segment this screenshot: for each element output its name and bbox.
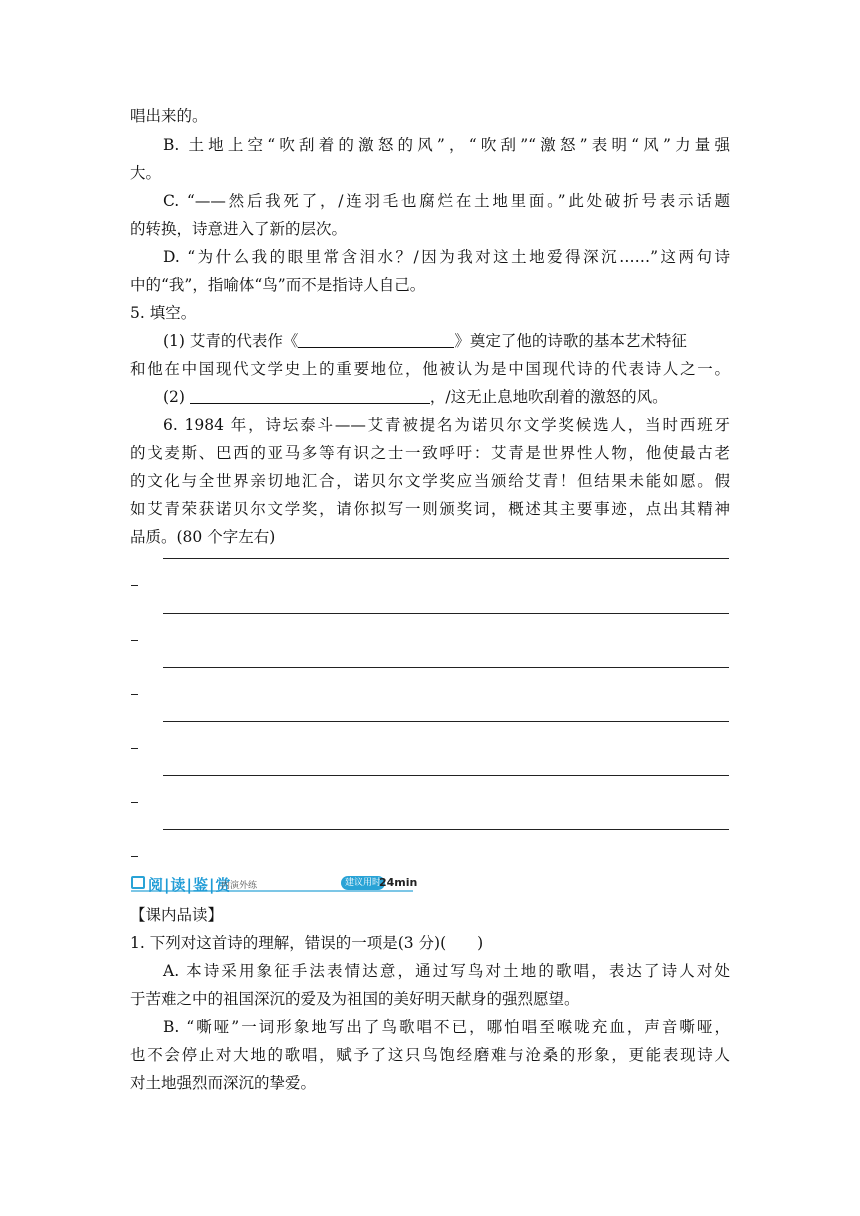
answer-line-4[interactable]	[163, 721, 729, 722]
answer-line-4-dash	[131, 748, 138, 749]
q4-option-d-line2: 中的“我”，指喻体“鸟”而不是指诗人自己。	[130, 276, 426, 294]
reading-q1-b-line1: B. “嘶哑”一词形象地写出了鸟歌唱不已，哪怕唱至喉咙充血，声音嘶哑，	[163, 1018, 730, 1036]
banner-subtitle: 内演外练	[221, 881, 258, 891]
q5-item2-prefix: (2)	[163, 388, 185, 406]
answer-line-2[interactable]	[163, 613, 729, 614]
q6-line5: 品质。(80 个字左右)	[130, 528, 276, 546]
q4-option-b-line1: B. 土地上空“吹刮着的激怒的风”，“吹刮”“激怒”表明“风”力量强	[163, 136, 730, 154]
answer-line-2-dash	[131, 640, 138, 641]
q5-item1-blank[interactable]	[298, 331, 454, 348]
q5-item1-prefix: (1) 艾青的代表作《	[163, 332, 299, 350]
suggested-time-badge: 建议用时	[341, 876, 385, 890]
q5-heading: 5. 填空。	[130, 304, 197, 322]
reading-q1-a-line1: A. 本诗采用象征手法表情达意，通过写鸟对土地的歌唱，表达了诗人对处	[163, 962, 730, 980]
book-icon	[131, 876, 145, 889]
answer-line-5-dash	[131, 802, 138, 803]
q6-line2: 的戈麦斯、巴西的亚马多等有识之士一致呼吁：艾青是世界性人物，他使最古老	[130, 444, 730, 462]
q5-item1-line2: 和他在中国现代文学史上的重要地位，他被认为是中国现代诗的代表诗人之一。	[130, 360, 730, 378]
q5-item1-suffix: 》奠定了他的诗歌的基本艺术特征	[454, 332, 687, 350]
section-banner	[131, 876, 431, 894]
answer-line-6[interactable]	[163, 829, 729, 830]
suggested-time-value: 24min	[379, 876, 418, 889]
q4-option-c-line2: 的转换，诗意进入了新的层次。	[130, 220, 348, 238]
answer-line-5[interactable]	[163, 775, 729, 776]
answer-line-6-dash	[131, 856, 138, 857]
q5-item2-suffix: ，/这无止息地吹刮着的激怒的风。	[429, 388, 668, 406]
q4-option-b-line2: 大。	[130, 164, 162, 182]
q6-line3: 的文化与全世界亲切地汇合，诺贝尔文学奖应当颁给艾青！但结果未能如愿。假	[130, 472, 730, 490]
reading-section-title: 【课内品读】	[130, 906, 224, 924]
q4-option-d-line1: D. “为什么我的眼里常含泪水？/因为我对这土地爱得深沉……”这两句诗	[163, 248, 730, 266]
reading-q1-b-line3: 对土地强烈而深沉的挚爱。	[130, 1074, 317, 1092]
answer-line-1[interactable]	[163, 558, 729, 559]
q5-item2	[163, 386, 730, 408]
reading-q1-b-line2: 也不会停止对大地的歌唱，赋予了这只鸟饱经磨难与沧桑的形象，更能表现诗人	[130, 1046, 730, 1064]
answer-line-3[interactable]	[163, 667, 729, 668]
reading-q1-a-line2: 于苦难之中的祖国深沉的爱及为祖国的美好明天献身的强烈愿望。	[130, 990, 580, 1008]
q5-item1	[163, 330, 730, 352]
answer-line-3-dash	[131, 694, 138, 695]
answer-line-1-dash	[131, 585, 138, 586]
q5-item2-blank[interactable]	[190, 387, 430, 404]
q6-line4: 如艾青荣获诺贝尔文学奖，请你拟写一则颁奖词，概述其主要事迹，点出其精神	[130, 500, 730, 518]
q6-line1: 6. 1984 年，诗坛泰斗——艾青被提名为诺贝尔文学奖候选人，当时西班牙	[163, 416, 730, 434]
q4-option-c-line1: C. “——然后我死了，/连羽毛也腐烂在土地里面。”此处破折号表示话题	[163, 192, 730, 210]
q4-option-a-tail: 唱出来的。	[130, 107, 208, 125]
banner-title: 阅|读|鉴|赏	[148, 876, 232, 894]
reading-q1: 1. 下列对这首诗的理解，错误的一项是(3 分)( )	[130, 934, 484, 952]
